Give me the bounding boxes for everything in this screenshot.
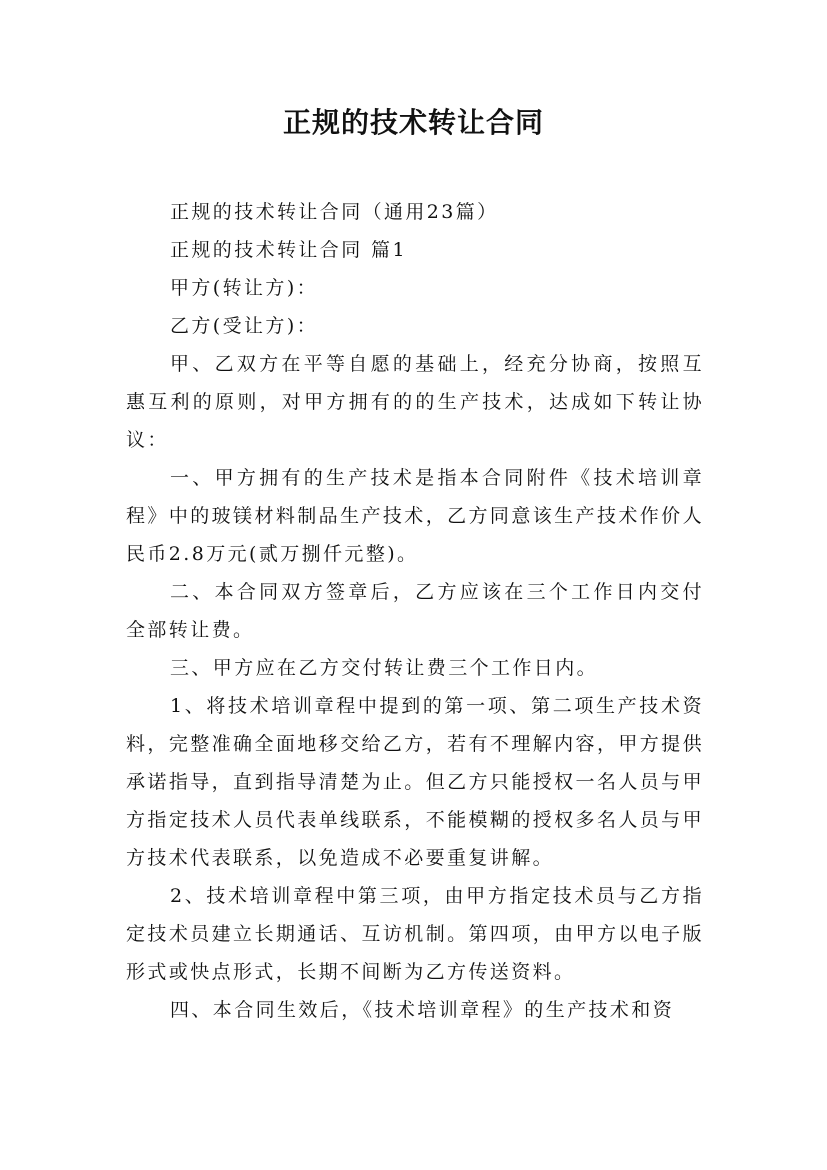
paragraph-section-heading: 正规的技术转让合同 篇1	[170, 239, 407, 261]
document-title: 正规的技术转让合同	[282, 106, 544, 139]
paragraph-clause-2: 二、本合同双方签章后，乙方应该在三个工作日内交付全部转让费。	[126, 581, 704, 641]
paragraph-clause-1: 一、甲方拥有的生产技术是指本合同附件《技术培训章程》中的玻镁材料制品生产技术，乙方同意该生产技术作价人民币2.8万元(贰万捌仟元整)。	[126, 467, 704, 565]
paragraph-clause-3-item-2: 2、技术培训章程中第三项，由甲方指定技术员与乙方指定技术员建立长期通话、互访机制。第四项，由甲方以电子版形式或快点形式，长期不间断为乙方传送资料。	[126, 885, 704, 983]
paragraph-party-a: 甲方(转让方)：	[170, 277, 319, 299]
paragraph-clause-3: 三、甲方应在乙方交付转让费三个工作日内。	[170, 657, 599, 679]
paragraph-clause-4: 四、本合同生效后，《技术培训章程》的生产技术和资	[170, 999, 675, 1021]
paragraph-party-b: 乙方(受让方)：	[170, 315, 319, 337]
paragraph-clause-3-item-1: 1、将技术培训章程中提到的第一项、第二项生产技术资料，完整准确全面地移交给乙方，若有不理解内容，甲方提供承诺指导，直到指导清楚为止。但乙方只能授权一名人员与甲方指定技术人员代表单线联系，不能模糊的授权多名人员与甲方技术代表联系，以免造成不必要重复讲解。	[126, 695, 704, 869]
paragraph-preamble: 甲、乙双方在平等自愿的基础上，经充分协商，按照互惠互利的原则，对甲方拥有的的生产技术，达成如下转让协议：	[126, 353, 704, 451]
document-body	[126, 193, 704, 1029]
paragraph-subtitle: 正规的技术转让合同（通用23篇）	[170, 201, 499, 223]
